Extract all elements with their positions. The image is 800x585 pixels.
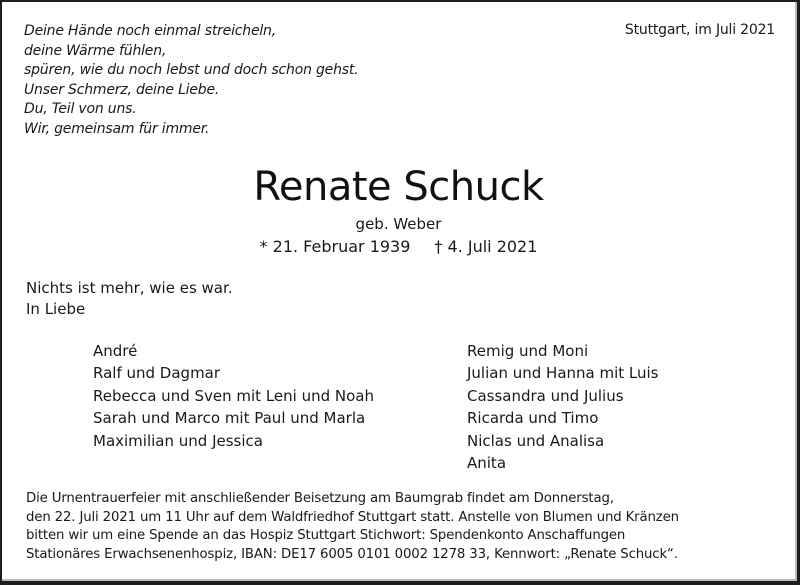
mourners-left-column	[93, 340, 374, 452]
mourner-entry: Rebecca und Sven mit Leni und Noah	[93, 386, 374, 405]
death-date: † 4. Juli 2021	[434, 237, 538, 256]
deceased-name: Renate Schuck	[253, 164, 544, 210]
intro-line: Nichts ist mehr, wie es war.	[26, 279, 233, 297]
poem-line: spüren, wie du noch lebst und doch schon gehst.	[24, 62, 359, 79]
poem-line: Unser Schmerz, deine Liebe.	[24, 81, 220, 98]
footer-line: den 22. Juli 2021 um 11 Uhr auf dem Waldfriedhof Stuttgart statt. Anstelle von Blumen und Kränzen	[26, 509, 679, 525]
maiden-name: geb. Weber	[355, 215, 442, 233]
place-date: Stuttgart, im Juli 2021	[624, 22, 775, 38]
life-dates	[2, 237, 795, 256]
mourner-entry: Anita	[467, 454, 507, 473]
mourner-entry: Sarah und Marco mit Paul und Marla	[93, 409, 366, 428]
intro-line: In Liebe	[26, 299, 86, 318]
mourner-entry: Ralf und Dagmar	[93, 364, 221, 383]
poem-line: deine Wärme fühlen,	[24, 42, 167, 59]
footer-line: Stationäres Erwachsenenhospiz, IBAN: DE17 6005 0101 0002 1278 33, Kennwort: „Renate Schuck“.	[26, 546, 678, 562]
mourner-entry: Maximilian und Jessica	[93, 431, 263, 450]
poem-line: Du, Teil von uns.	[24, 101, 137, 118]
footer-line: Die Urnentrauerfeier mit anschließender Beisetzung am Baumgrab findet am Donnerstag,	[26, 491, 614, 506]
mourner-entry: Cassandra und Julius	[467, 386, 624, 405]
mourner-entry: Niclas und Analisa	[467, 431, 605, 450]
obituary-notice	[2, 2, 797, 581]
mourner-entry: Ricarda und Timo	[467, 409, 599, 428]
birth-date: * 21. Februar 1939	[259, 237, 411, 256]
intro-text	[26, 278, 233, 319]
mourner-entry: Julian und Hanna mit Luis	[467, 364, 659, 383]
mourners-right-column	[467, 340, 659, 474]
mourner-entry: Remig und Moni	[467, 342, 589, 360]
mourner-entry: André	[93, 342, 138, 360]
footer-line: bitten wir um eine Spende an das Hospiz Stuttgart Stichwort: Spendenkonto Anschaffungen	[26, 528, 626, 543]
poem-line: Deine Hände noch einmal streicheln,	[24, 23, 276, 39]
funeral-details	[26, 490, 679, 564]
poem-line: Wir, gemeinsam für immer.	[24, 120, 210, 137]
poem	[24, 22, 358, 140]
